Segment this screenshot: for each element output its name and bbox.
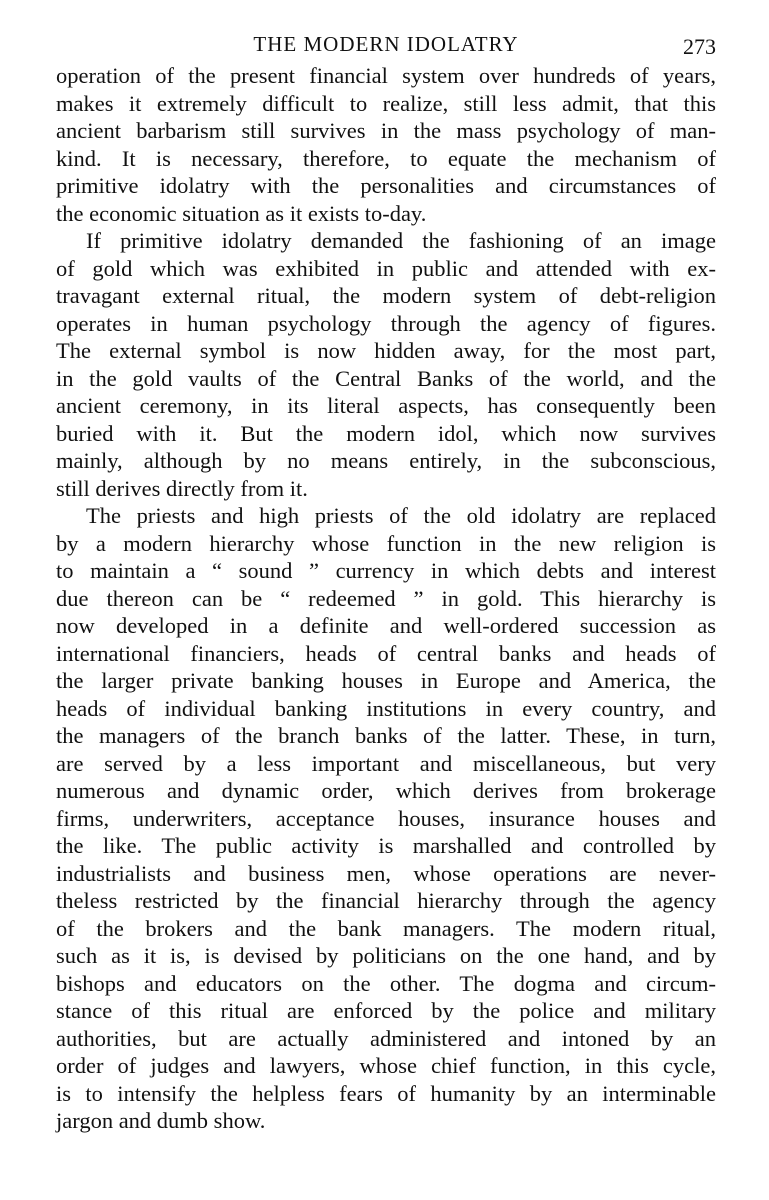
text-line: mainly, although by no means entirely, in the subconscious, xyxy=(56,448,716,473)
text-line: theless restricted by the financial hierarchy through the agency xyxy=(56,888,716,913)
text-line: of gold which was exhibited in public and attended with ex- xyxy=(56,255,716,281)
text-line: order of judges and lawyers, whose chief function, in this cycle, xyxy=(56,1053,716,1078)
paragraph xyxy=(56,227,716,502)
text-line: by a modern hierarchy whose function in the new religion is xyxy=(56,530,716,556)
text-line: due thereon can be “ redeemed ” in gold. This hierarchy is xyxy=(56,585,716,611)
text-line: industrialists and business men, whose operations are never- xyxy=(56,860,716,886)
text-line: authorities, but are actually administered and intoned by an xyxy=(56,1025,716,1051)
text-line: ancient ceremony, in its literal aspects, has consequently been xyxy=(56,393,716,418)
text-line: ancient barbarism still survives in the mass psychology of man- xyxy=(56,118,716,143)
text-line: kind. It is necessary, therefore, to equate the mechanism of xyxy=(56,145,716,171)
text-line: the economic situation as it exists to-day. xyxy=(56,200,427,226)
text-line: The external symbol is now hidden away, for the most part, xyxy=(56,338,716,363)
text-line: the managers of the branch banks of the latter. These, in turn, xyxy=(56,723,716,748)
text-line: travagant external ritual, the modern system of debt-religion xyxy=(56,283,716,308)
text-line: makes it extremely difficult to realize, still less admit, that this xyxy=(56,90,716,116)
text-line: such as it is, is devised by politicians on the one hand, and by xyxy=(56,943,716,968)
text-line: the larger private banking houses in Europe and America, the xyxy=(56,668,716,693)
text-line: the like. The public activity is marshalled and controlled by xyxy=(56,833,716,858)
text-line: firms, underwriters, acceptance houses, insurance houses and xyxy=(56,805,716,831)
body-text xyxy=(56,62,716,1135)
text-line: jargon and dumb show. xyxy=(56,1108,266,1133)
text-line: The priests and high priests of the old idolatry are replaced xyxy=(86,503,716,528)
text-line: operates in human psychology through the agency of figures. xyxy=(56,310,716,336)
text-line: of the brokers and the bank managers. The modern ritual, xyxy=(56,915,716,941)
text-line: are served by a less important and miscellaneous, but very xyxy=(56,750,716,776)
paragraph xyxy=(56,62,716,227)
running-head xyxy=(56,28,716,62)
text-line: international financiers, heads of central banks and heads of xyxy=(56,640,716,666)
text-line: heads of individual banking institutions in every country, and xyxy=(56,695,716,721)
text-line: primitive idolatry with the personalities and circumstances of xyxy=(56,173,716,198)
text-line: stance of this ritual are enforced by the police and military xyxy=(56,998,716,1023)
text-line: is to intensify the helpless fears of humanity by an interminable xyxy=(56,1080,716,1106)
running-title: THE MODERN IDOLATRY xyxy=(253,32,519,56)
text-line: still derives directly from it. xyxy=(56,475,308,501)
text-line: numerous and dynamic order, which derives from brokerage xyxy=(56,778,716,803)
text-line: bishops and educators on the other. The dogma and circum- xyxy=(56,970,716,996)
text-line: now developed in a definite and well-ordered succession as xyxy=(56,613,716,638)
text-line: operation of the present financial system over hundreds of years, xyxy=(56,63,716,88)
book-page xyxy=(56,28,716,1135)
text-line: buried with it. But the modern idol, which now survives xyxy=(56,420,716,446)
page-number: 273 xyxy=(683,34,716,59)
paragraph xyxy=(56,502,716,1135)
text-line: in the gold vaults of the Central Banks of the world, and the xyxy=(56,365,716,391)
text-line: to maintain a “ sound ” currency in which debts and interest xyxy=(56,558,716,583)
text-line: If primitive idolatry demanded the fashioning of an image xyxy=(86,228,716,253)
